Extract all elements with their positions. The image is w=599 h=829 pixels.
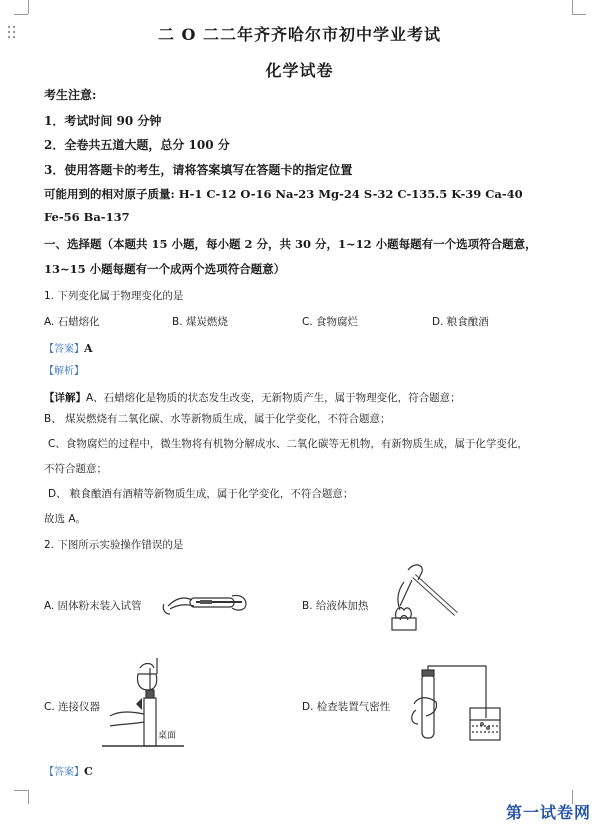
answer-line [44, 760, 93, 779]
answer-tag: 【答案】 [44, 344, 84, 355]
answer-tag: 【答案】 [44, 767, 84, 778]
crop-mark [572, 14, 586, 15]
section-heading: 13~15 小题每题有一个成两个选项符合题意） [44, 262, 286, 276]
notice-item: 2．全卷共五道大题，总分 100 分 [44, 138, 230, 152]
detail-d: D、 粮食酿酒有酒精等新物质生成，属于化学变化，不符合题意； [48, 488, 354, 500]
bench-label: 桌面 [158, 731, 177, 741]
page-subtitle: 化学试卷 [265, 61, 334, 80]
answer-line [44, 337, 93, 356]
option-c: C. 食物腐烂 [302, 316, 359, 328]
detail-c-cont: 不符合题意； [44, 463, 107, 475]
notice-heading: 考生注意: [44, 88, 97, 102]
option-b: B. 给液体加热 [302, 600, 369, 612]
detail-b: B、 煤炭燃烧有二氧化碳、水等新物质生成，属于化学变化，不符合题意； [44, 413, 391, 425]
option-d: D. 检查装置气密性 [302, 701, 391, 713]
site-watermark: 第一试卷网 [505, 803, 591, 822]
question-stem: 1. 下列变化属于物理变化的是 [44, 290, 184, 302]
notice-item: 3．使用答题卡的考生，请将答案填写在答题卡的指定位置 [44, 163, 353, 177]
atomic-masses-line: Fe-56 Ba-137 [44, 210, 130, 224]
option-a: A. 石蜡熔化 [44, 316, 100, 328]
detail-line [44, 386, 461, 405]
crop-mark [28, 790, 29, 804]
crop-mark [572, 0, 573, 14]
crop-mark [14, 790, 28, 791]
detail-c: C、食物腐烂的过程中，微生物将有机物分解成水、二氧化碳等无机物，有新物质生成，属于化学变化， [48, 438, 528, 450]
crop-mark [28, 0, 29, 14]
figure-powder-into-tube [160, 584, 250, 618]
crop-mark [14, 14, 28, 15]
option-d: D. 粮食酿酒 [432, 316, 489, 328]
analysis-tag: 【解析】 [44, 366, 84, 377]
option-a: A. 固体粉末装入试管 [44, 600, 142, 612]
atomic-masses-line: 可能用到的相对原子质量: H-1 C-12 O-16 Na-23 Mg-24 S-32 C-135.5 K-39 Ca-40 [44, 187, 523, 201]
option-b: B. 煤炭燃烧 [172, 316, 228, 328]
figure-airtightness-check [404, 664, 504, 744]
page-title: 二 O 二二年齐齐哈尔市初中学业考试 [157, 25, 442, 44]
figure-heating-liquid [378, 560, 468, 640]
answer-value: A [84, 342, 93, 355]
question-stem: 2. 下图所示实验操作错误的是 [44, 539, 184, 551]
detail-tag: 【详解】 [44, 392, 86, 404]
notice-item: 1．考试时间 90 分钟 [44, 114, 162, 128]
answer-value: C [84, 765, 93, 778]
section-heading: 一、选择题（本题共 15 小题，每小题 2 分，共 30 分，1~12 小题每题有一个选项符合题意， [44, 237, 537, 251]
figure-connecting-apparatus [102, 654, 192, 754]
detail-a: A、石蜡熔化是物质的状态发生改变，无新物质产生，属于物理变化，符合题意； [86, 392, 461, 404]
conclusion: 故选 A。 [44, 513, 87, 525]
option-c: C. 连接仪器 [44, 701, 101, 713]
